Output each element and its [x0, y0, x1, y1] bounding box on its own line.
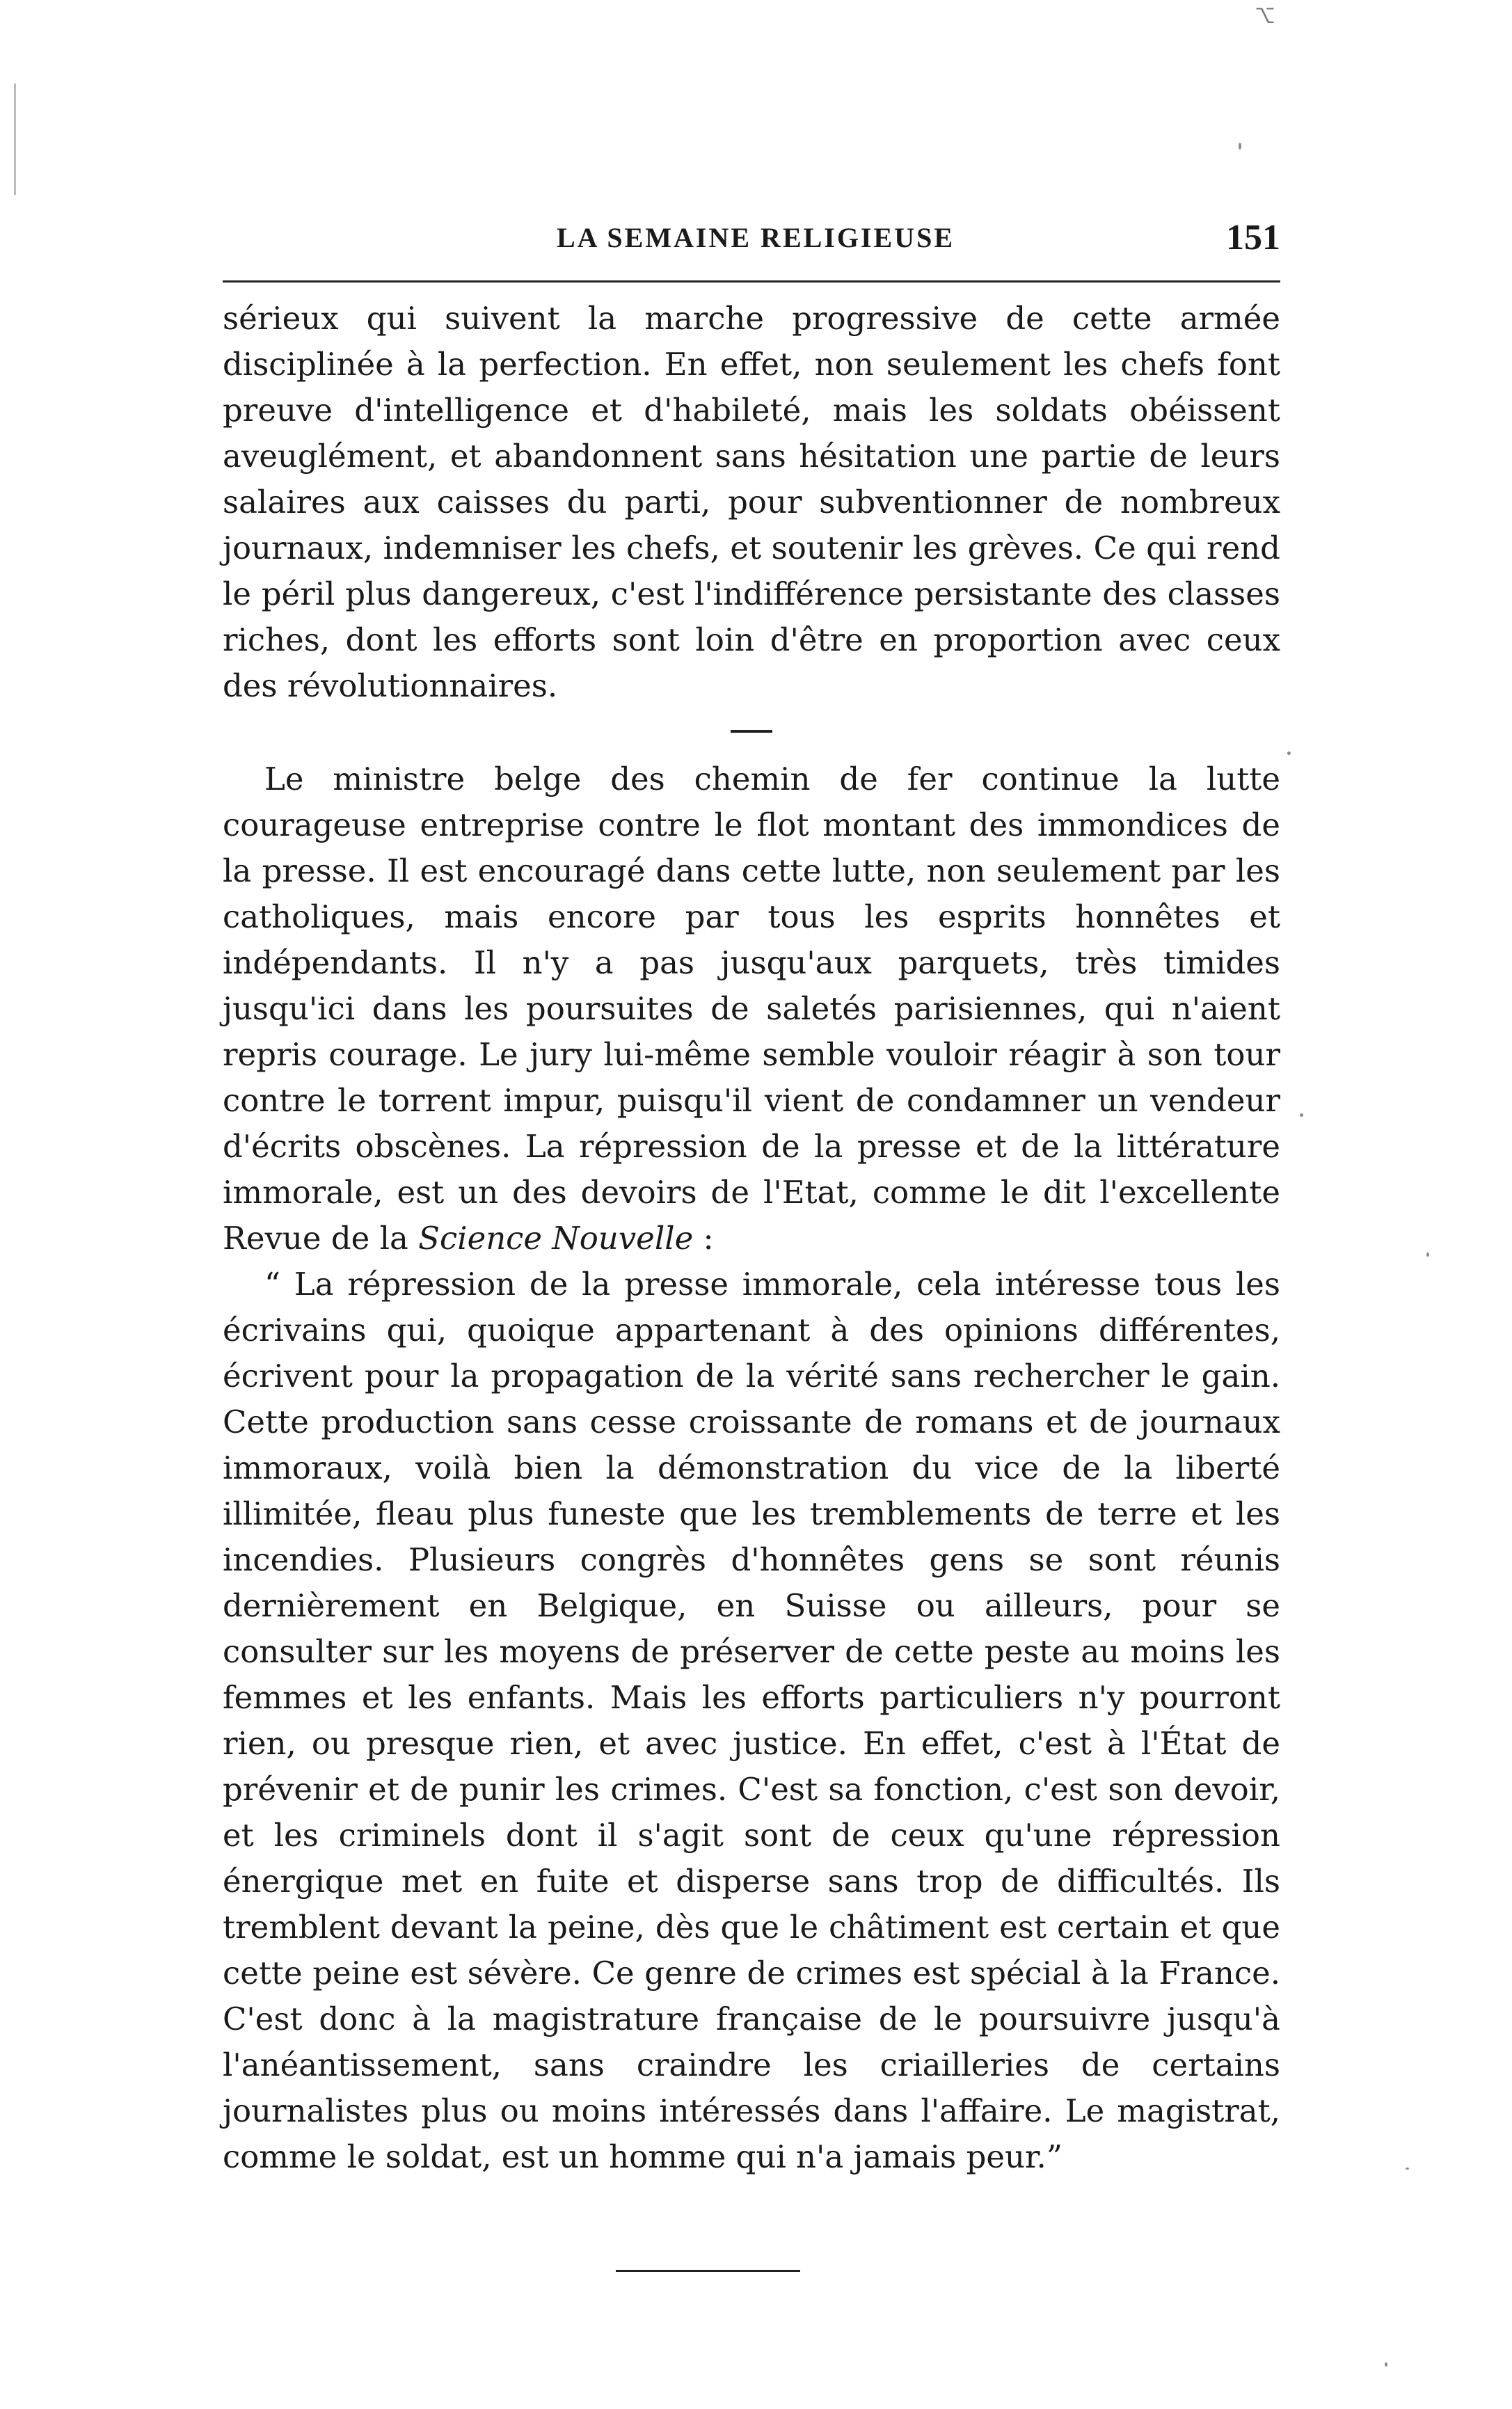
page-edge-mark	[14, 84, 16, 195]
page-number: 151	[1226, 218, 1280, 257]
corner-pencil-mark: ⌥	[1255, 4, 1275, 29]
section-separator	[731, 730, 772, 733]
print-speck	[1239, 143, 1241, 150]
paragraph-belgian-minister-text: Le ministre belge des chemin de fer continue la lutte courageuse entreprise contre le flot montant des immondices de la presse. Il est encouragé dans cette lutte, non seulement par les catholiques, mais encore par tous les esprits honnêtes et indépendants. Il n'y a pas jusqu'aux parquets, très timides jusqu'ici dans les poursuites de saletés parisiennes, qui n'aient repris courage. Le jury lui-même semble vouloir réagir à son tour contre le torrent impur, puisqu'il vient de condamner un vendeur d'écrits obscènes. La répression de la presse et de la littérature immorale, est un des devoirs de l'Etat, comme le dit l'excellente Revue de la	[223, 761, 1280, 1257]
page-header	[223, 218, 1280, 263]
quoted-passage: “ La répression de la presse immorale, cela intéresse tous les écrivains qui, quoique appartenant à des opinions différentes, écrivent pour la propagation de la vérité sans rechercher le gain. Cette production sans cesse croissante de romans et de journaux immoraux, voilà bien la démonstration du vice de la liberté illimitée, fleau plus funeste que les tremblements de terre et les incendies. Plusieurs congrès d'honnêtes gens se sont réunis dernièrement en Belgique, en Suisse ou ailleurs, pour se consulter sur les moyens de préserver de cette peste au moins les femmes et les enfants. Mais les efforts particuliers n'y pourront rien, ou presque rien, et avec justice. En effet, c'est à l'État de prévenir et de punir les crimes. C'est sa fonction, c'est son devoir, et les criminels dont il s'agit sont de ceux qu'une répression énergique met en fuite et disperse sans trop de difficultés. Ils tremblent devant la peine, dès que le châtiment est certain et que cette peine est sévère. Ce genre de crimes est spécial à la France. C'est donc à la magistrature française de le poursuivre jusqu'à l'anéantissement, sans craindre les criailleries de certains journalistes plus ou moins intéressés dans l'affaire. Le magistrat, comme le soldat, est un homme qui n'a jamais peur.”	[223, 1266, 1280, 2175]
print-speck	[1287, 752, 1291, 755]
paragraph-belgian-minister-tail: :	[693, 1220, 714, 1257]
header-rule	[223, 280, 1280, 283]
print-speck	[1426, 1253, 1429, 1257]
print-speck	[1385, 2362, 1387, 2367]
print-speck	[1406, 2168, 1409, 2170]
body-text	[223, 296, 1280, 2180]
running-title: LA SEMAINE RELIGIEUSE	[557, 222, 955, 253]
print-speck	[1300, 1113, 1303, 1117]
paragraph-belgian-minister	[223, 756, 1280, 1262]
paragraph-continuation: sérieux qui suivent la marche progressive de cette armée disciplinée à la perfection. En effet, non seulement les chefs font preuve d'intelligence et d'habileté, mais les soldats obéissent aveuglément, et abandonnent sans hésitation une partie de leurs salaires aux caisses du parti, pour subventionner de nombreux journaux, indemniser les chefs, et soutenir les grèves. Ce qui rend le péril plus dangereux, c'est l'indifférence persistante des classes riches, dont les efforts sont loin d'être en proportion avec ceux des révolutionnaires.	[223, 300, 1280, 704]
journal-title: Science Nouvelle	[418, 1220, 694, 1257]
end-rule	[616, 2270, 800, 2272]
